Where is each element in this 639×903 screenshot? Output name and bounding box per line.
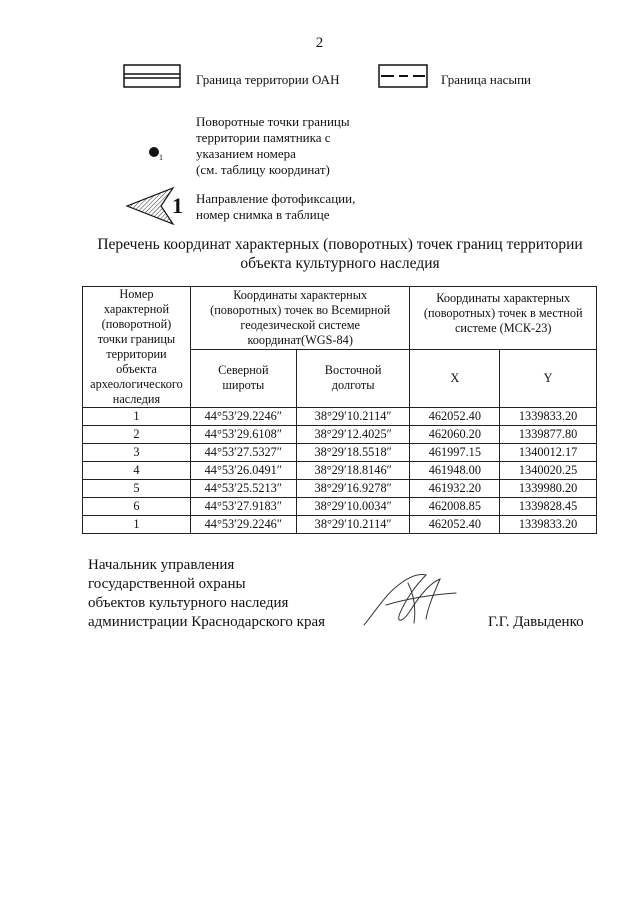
point-number-cell: 3 xyxy=(83,444,191,462)
position-line: администрации Краснодарского края xyxy=(88,614,326,630)
legend-photo-direction xyxy=(196,191,355,223)
table-row xyxy=(83,498,597,516)
x-cell: 461932.20 xyxy=(410,480,500,498)
x-cell: 461997.15 xyxy=(410,444,500,462)
y-cell: 1339877.80 xyxy=(500,426,597,444)
y-cell: 1340020.25 xyxy=(500,462,597,480)
x-cell: 461948.00 xyxy=(410,462,500,480)
y-cell: 1339980.20 xyxy=(500,480,597,498)
table-row xyxy=(83,516,597,534)
photo-direction-arrow-icon xyxy=(125,186,175,228)
header-line: геодезической системе xyxy=(240,317,360,332)
x-cell: 462052.40 xyxy=(410,408,500,426)
table-row xyxy=(83,480,597,498)
y-cell: 1339828.45 xyxy=(500,498,597,516)
longitude-cell: 38°29′10.0034″ xyxy=(296,498,410,516)
coordinates-table xyxy=(82,286,597,534)
handwritten-signature xyxy=(356,565,466,635)
header-line: Северной xyxy=(218,363,269,378)
boundary-embankment-symbol xyxy=(378,64,430,90)
x-cell: 462008.85 xyxy=(410,498,500,516)
header-line: координат(WGS-84) xyxy=(247,332,353,347)
longitude-cell: 38°29′16.9278″ xyxy=(296,480,410,498)
header-line: территории xyxy=(106,347,167,361)
latitude-cell: 44°53′27.5327″ xyxy=(190,444,296,462)
legend-turning-points-line: территории памятника с xyxy=(196,130,331,145)
y-header: Y xyxy=(500,349,597,407)
legend-photo-direction-line: Направление фотофиксации, xyxy=(196,191,356,206)
signatory-position xyxy=(88,556,325,632)
header-line: долготы xyxy=(331,378,375,393)
boundary-oan-symbol xyxy=(123,64,183,90)
header-line: точки границы xyxy=(97,332,176,346)
table-row xyxy=(83,408,597,426)
legend-boundary-oan: Граница территории ОАН xyxy=(196,72,340,87)
page-number: 2 xyxy=(315,35,324,51)
latitude-cell: 44°53′26.0491″ xyxy=(190,462,296,480)
legend-turning-points-line: Поворотные точки границы xyxy=(196,114,350,129)
list-title-line: объекта культурного наследия xyxy=(240,255,440,272)
header-line: Координаты характерных xyxy=(233,287,368,302)
legend-turning-points-line: указанием номера xyxy=(196,146,296,161)
latitude-cell: 44°53′29.2246″ xyxy=(190,516,296,534)
table-header-row xyxy=(83,287,597,350)
wgs84-header xyxy=(190,287,410,350)
y-cell: 1340012.17 xyxy=(500,444,597,462)
header-line: широты xyxy=(222,378,265,393)
y-cell: 1339833.20 xyxy=(500,408,597,426)
point-number-cell: 6 xyxy=(83,498,191,516)
position-line: объектов культурного наследия xyxy=(88,595,289,611)
latitude-cell: 44°53′29.2246″ xyxy=(190,408,296,426)
header-line: Восточной xyxy=(324,363,382,378)
photo-number: 1 xyxy=(172,193,183,218)
col-point-number-header xyxy=(83,287,191,408)
x-cell: 462060.20 xyxy=(410,426,500,444)
position-line: государственной охраны xyxy=(88,576,246,592)
north-latitude-header xyxy=(190,349,296,407)
longitude-cell: 38°29′10.2114″ xyxy=(296,408,410,426)
header-line: (поворотных) точек в местной xyxy=(423,306,583,320)
longitude-cell: 38°29′18.8146″ xyxy=(296,462,410,480)
header-line: системе (МСК-23) xyxy=(454,321,552,335)
longitude-cell: 38°29′10.2114″ xyxy=(296,516,410,534)
msk23-header xyxy=(410,287,597,350)
header-line: (поворотной) xyxy=(101,317,172,331)
point-number-cell: 4 xyxy=(83,462,191,480)
header-line: Координаты характерных xyxy=(436,291,571,305)
point-number-cell: 5 xyxy=(83,480,191,498)
latitude-cell: 44°53′27.9183″ xyxy=(190,498,296,516)
position-line: Начальник управления xyxy=(88,557,235,573)
header-line: объекта xyxy=(116,362,157,376)
header-line: наследия xyxy=(112,392,161,406)
longitude-cell: 38°29′18.5518″ xyxy=(296,444,410,462)
legend-turning-points xyxy=(196,114,350,178)
list-title-line: Перечень координат характерных (поворотных) точек границ территории xyxy=(97,236,583,253)
latitude-cell: 44°53′25.5213″ xyxy=(190,480,296,498)
list-title xyxy=(60,235,620,273)
latitude-cell: 44°53′29.6108″ xyxy=(190,426,296,444)
header-line: Номер xyxy=(119,287,154,301)
point-number-cell: 1 xyxy=(83,408,191,426)
header-line: (поворотных) точек во Всемирной xyxy=(210,302,391,317)
table-row xyxy=(83,444,597,462)
x-header: X xyxy=(410,349,500,407)
legend-boundary-embankment: Граница насыпи xyxy=(441,72,532,87)
east-longitude-header xyxy=(296,349,410,407)
point-number-cell: 1 xyxy=(83,516,191,534)
table-row xyxy=(83,426,597,444)
header-line: археологического xyxy=(90,377,183,391)
turning-point-index: 1 xyxy=(159,153,163,162)
legend-photo-direction-line: номер снимка в таблице xyxy=(196,207,330,222)
table-row xyxy=(83,462,597,480)
x-cell: 462052.40 xyxy=(410,516,500,534)
point-number-cell: 2 xyxy=(83,426,191,444)
signatory-name: Г.Г. Давыденко xyxy=(488,614,584,630)
turning-point-marker-icon xyxy=(146,144,166,164)
longitude-cell: 38°29′12.4025″ xyxy=(296,426,410,444)
legend-turning-points-line: (см. таблицу координат) xyxy=(196,162,330,177)
header-line: характерной xyxy=(103,302,170,316)
y-cell: 1339833.20 xyxy=(500,516,597,534)
